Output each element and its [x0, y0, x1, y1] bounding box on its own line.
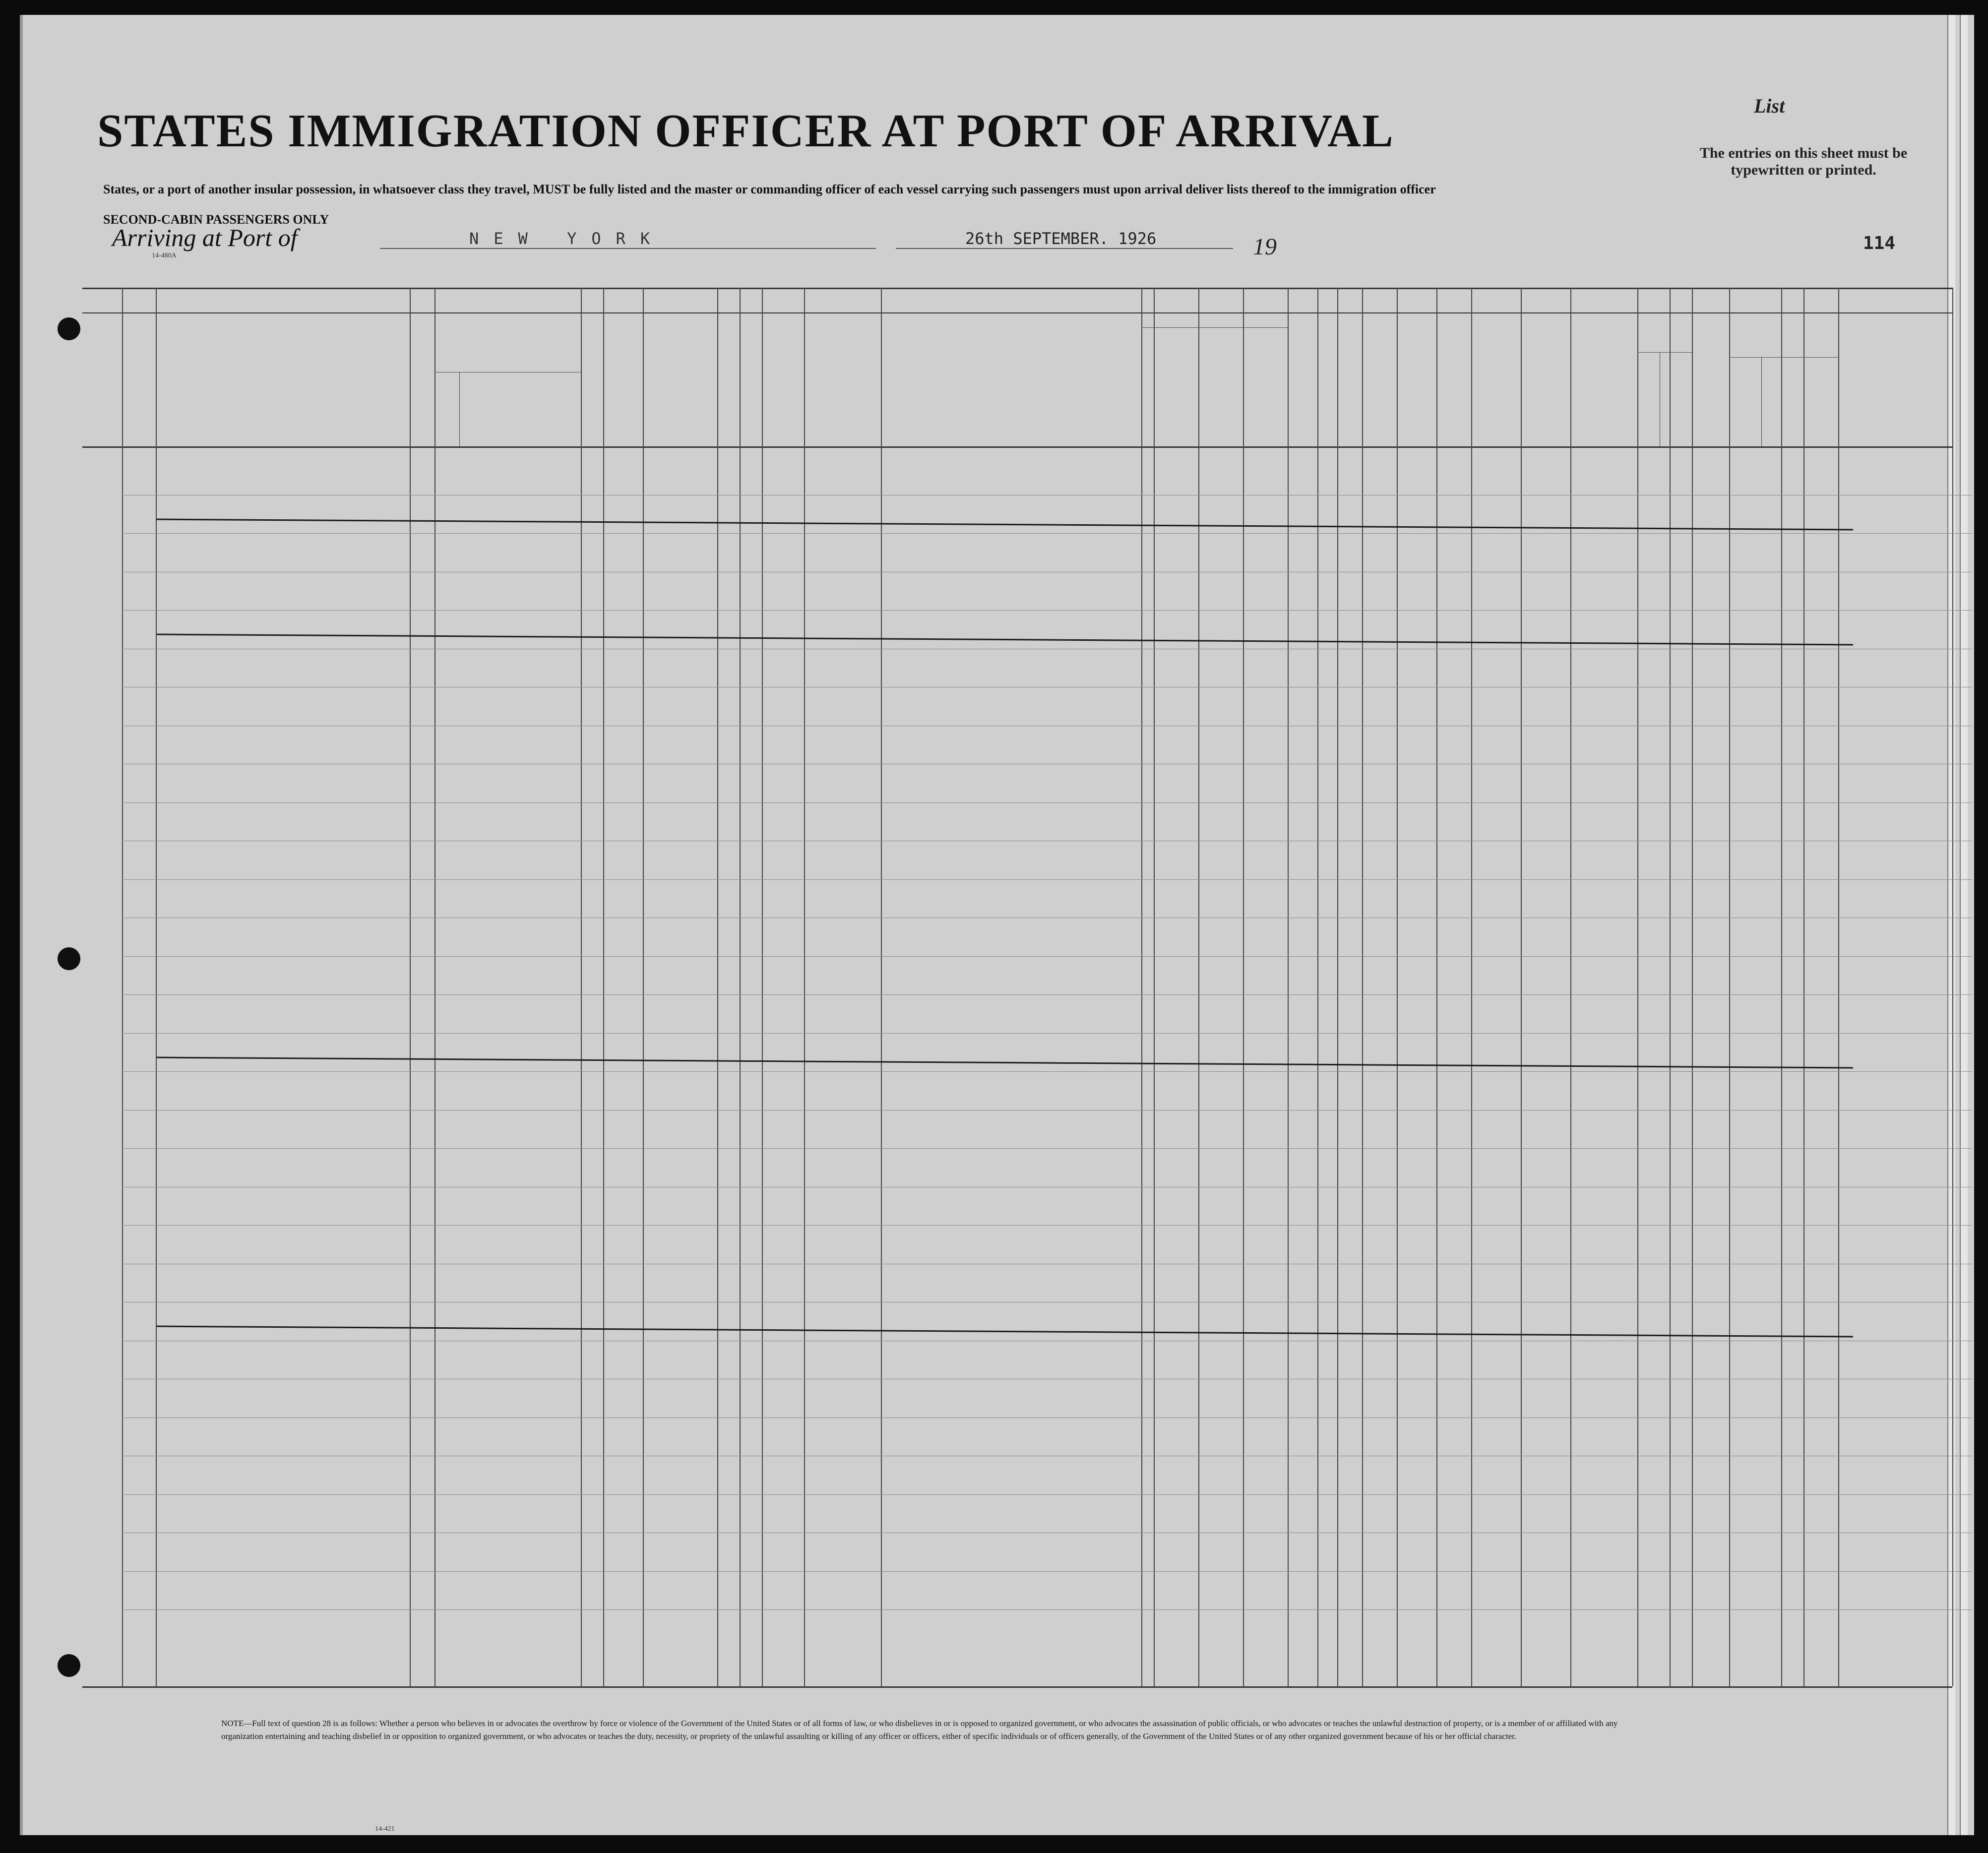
header-bottom-rule — [82, 446, 1952, 448]
arriving-label: Arriving at Port of — [112, 224, 298, 251]
column-rule — [1637, 288, 1638, 1686]
column-rule — [740, 288, 741, 1686]
column-rule — [1803, 288, 1804, 1686]
column-rule — [1838, 288, 1839, 1686]
column-rule — [1198, 288, 1199, 1686]
entries-note: The entries on this sheet must be typewritten or printed. — [1699, 145, 1908, 178]
punch-hole — [58, 1654, 80, 1677]
arrival-date: 26th SEPTEMBER. 1926 — [965, 229, 1157, 248]
column-rule — [1781, 288, 1782, 1686]
column-rule — [881, 288, 882, 1686]
column-rule — [1397, 288, 1398, 1686]
table-bottom-rule — [82, 1686, 1952, 1688]
column-rule — [762, 288, 763, 1686]
row-rule — [122, 879, 1972, 880]
column-rule — [122, 288, 123, 1686]
punch-hole — [58, 947, 80, 970]
column-rule — [1141, 288, 1142, 1686]
purpose-sub-rule — [1141, 327, 1288, 328]
row-strikethrough — [157, 518, 1853, 530]
column-rule — [1317, 288, 1318, 1686]
row-rule — [122, 1071, 1972, 1072]
row-strikethrough — [157, 634, 1853, 646]
column-rule — [1436, 288, 1437, 1686]
row-rule — [122, 1571, 1972, 1572]
column-rule — [1471, 288, 1472, 1686]
column-rule — [1288, 288, 1289, 1686]
color-sub-rule — [1729, 357, 1838, 358]
row-rule — [122, 1225, 1972, 1226]
row-rule — [122, 1033, 1972, 1034]
row-rule — [122, 533, 1972, 534]
row-rule — [122, 956, 1972, 957]
column-rule — [1570, 288, 1571, 1686]
table-top-rule — [82, 288, 1952, 289]
subtitle: States, or a port of another insular possession, in whatsoever class they travel, MUST be fully listed and the master or commanding officer of each vessel carrying such passengers must upon arrival deliver lists thereof to the immigration officer — [103, 182, 1436, 196]
column-rule — [1670, 288, 1671, 1686]
column-rule — [603, 288, 604, 1686]
column-rule — [643, 288, 644, 1686]
column-rule — [1337, 288, 1338, 1686]
dest-sub-col — [459, 372, 460, 446]
row-rule — [122, 1494, 1972, 1495]
column-rule — [1729, 288, 1730, 1686]
column-rule — [1243, 288, 1244, 1686]
row-rule — [122, 1110, 1972, 1111]
port-underline — [380, 248, 876, 249]
row-rule — [122, 1148, 1972, 1149]
footer-form-number: 14-421 — [375, 1825, 395, 1833]
column-rule — [717, 288, 718, 1686]
color-sub-col — [1761, 357, 1762, 446]
column-rule — [804, 288, 805, 1686]
second-cabin-label: SECOND-CABIN PASSENGERS ONLY — [103, 212, 329, 227]
arrival-year-prefix: 19 — [1253, 234, 1277, 260]
arrival-port: NEW YORK — [469, 229, 665, 248]
column-rule — [1154, 288, 1155, 1686]
form-number: 14-480A — [152, 252, 177, 259]
page-title: STATES IMMIGRATION OFFICER AT PORT OF ARRIVAL — [97, 105, 1394, 157]
page-number: 114 — [1863, 233, 1896, 253]
height-sub-rule — [1637, 352, 1692, 353]
column-number-rule — [82, 312, 1952, 313]
manifest-sheet — [20, 15, 1974, 1835]
footer-note: NOTE—Full text of question 28 is as follows: Whether a person who believes in or advocates the overthrow by force or violence of the Government of the United States or of all forms of law, or who disbelieves in or is opposed to organized government, or who advocates the assassination of public officials, or who advocates or teaches the unlawful destruction of property, or is a member of or affiliated with any organization entertaining and teaching disbelief in or opposition to organized government, or who advocates or teaches the duty, necessity, or propriety of the unlawful assaulting or killing of any officer or officers, either of specific individuals or of officers generally, of the Government of the United States or of any other organized government because of his or her official character. — [221, 1719, 1618, 1741]
row-strikethrough — [157, 1326, 1853, 1338]
column-rule — [581, 288, 582, 1686]
column-rule — [1692, 288, 1693, 1686]
column-rule — [156, 288, 157, 1686]
column-rule — [1521, 288, 1522, 1686]
list-label: List — [1754, 95, 1785, 117]
punch-hole — [58, 317, 80, 340]
column-rule — [410, 288, 411, 1686]
date-underline — [896, 248, 1233, 249]
page-edge — [1960, 15, 1968, 1835]
row-rule — [122, 610, 1972, 611]
row-strikethrough — [157, 1056, 1853, 1068]
column-rule — [1952, 288, 1953, 1686]
row-rule — [122, 1609, 1972, 1610]
column-rule — [1362, 288, 1363, 1686]
row-rule — [122, 994, 1972, 995]
